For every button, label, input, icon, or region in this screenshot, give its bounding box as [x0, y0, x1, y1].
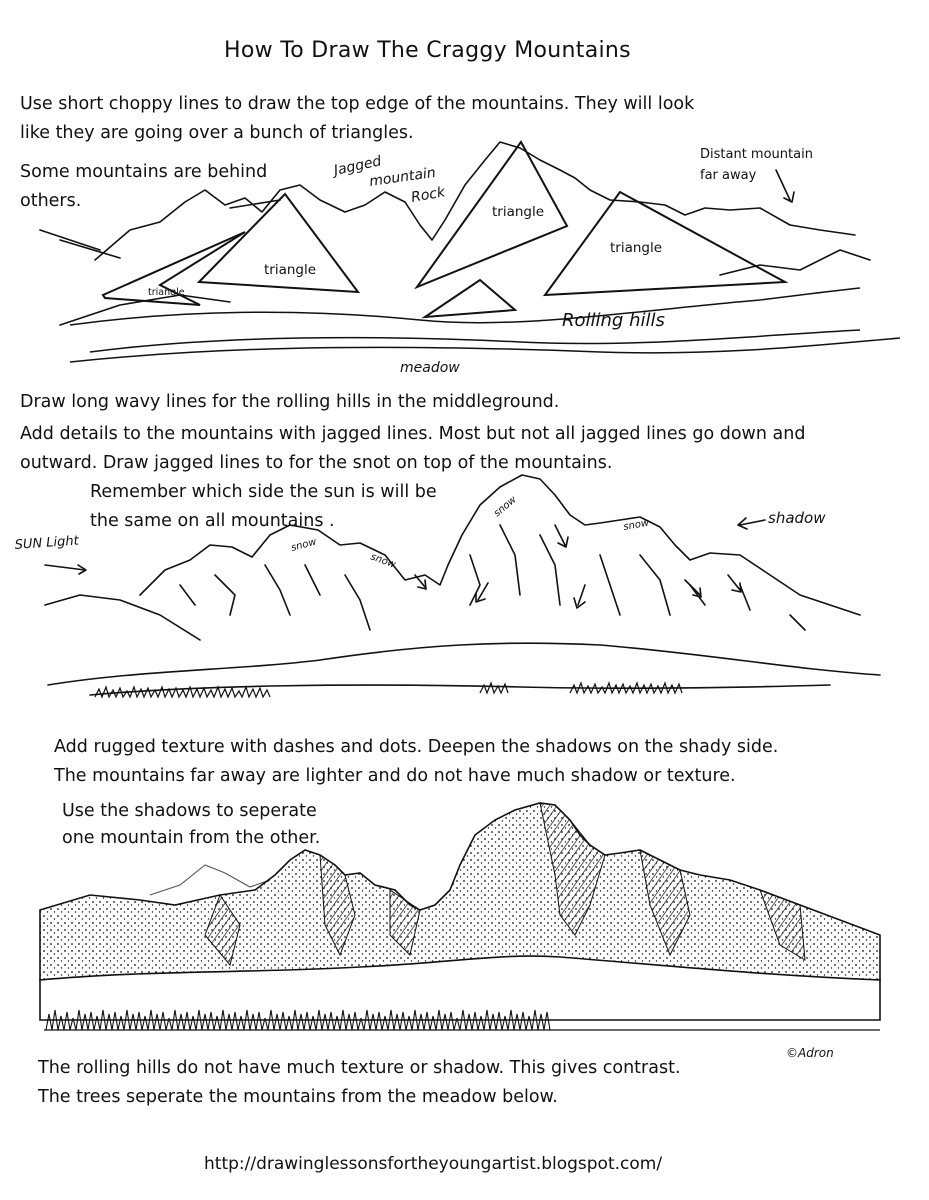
instruction-line: Add details to the mountains with jagged lines. Most but not all jagged lines go down and [20, 424, 806, 444]
shadow-note-line: Use the shadows to seperate [62, 801, 317, 821]
triangle-label: triangle [264, 262, 317, 278]
triangle-label: triangle [610, 240, 663, 256]
note-line: Some mountains are behind [20, 162, 268, 182]
sun-note-line: the same on all mountains . [90, 511, 335, 531]
distant-mountain-label: Distant mountain [700, 147, 813, 162]
figure-textured-mountains [0, 795, 929, 1065]
distant-mountain-label: far away [700, 168, 757, 183]
triangle-label: triangle [492, 204, 545, 220]
jagged-label: Rock [409, 184, 447, 206]
snow-label: snow [491, 494, 519, 520]
instruction-line: like they are going over a bunch of triangles. [20, 123, 414, 143]
instruction-line: Use short choppy lines to draw the top edge of the mountains. They will look [20, 94, 695, 114]
page-title: How To Draw The Craggy Mountains [224, 38, 631, 63]
instruction-line: Draw long wavy lines for the rolling hills in the middleground. [20, 392, 560, 412]
shadow-note-line: one mountain from the other. [62, 828, 321, 848]
triangle-label: triangle [148, 287, 185, 298]
artist-signature: ©Adron [786, 1046, 834, 1060]
jagged-label: mountain [368, 164, 437, 190]
instruction-line: outward. Draw jagged lines to for the snot on top of the mountains. [20, 453, 613, 473]
figure-jagged-mountains [0, 465, 929, 725]
meadow-label: meadow [400, 360, 460, 376]
snow-label: snow [368, 551, 398, 571]
snow-label: snow [622, 517, 650, 533]
snow-label: snow [289, 536, 318, 554]
instruction-line: The trees seperate the mountains from the meadow below. [38, 1087, 558, 1107]
jagged-label: Jagged [332, 153, 383, 179]
sunlight-label: SUN Light [14, 533, 80, 553]
footer-url: http://drawinglessonsfortheyoungartist.blogspot.com/ [204, 1154, 663, 1174]
note-line: others. [20, 191, 82, 211]
figure-triangle-mountains [0, 130, 929, 380]
instruction-line: The mountains far away are lighter and do not have much shadow or texture. [54, 766, 736, 786]
sun-note-line: Remember which side the sun is will be [90, 482, 437, 502]
instruction-line: Add rugged texture with dashes and dots. Deepen the shadows on the shady side. [54, 737, 779, 757]
rolling-hills-label: Rolling hills [562, 310, 665, 331]
instruction-line: The rolling hills do not have much texture or shadow. This gives contrast. [38, 1058, 681, 1078]
shadow-label: shadow [768, 509, 826, 527]
